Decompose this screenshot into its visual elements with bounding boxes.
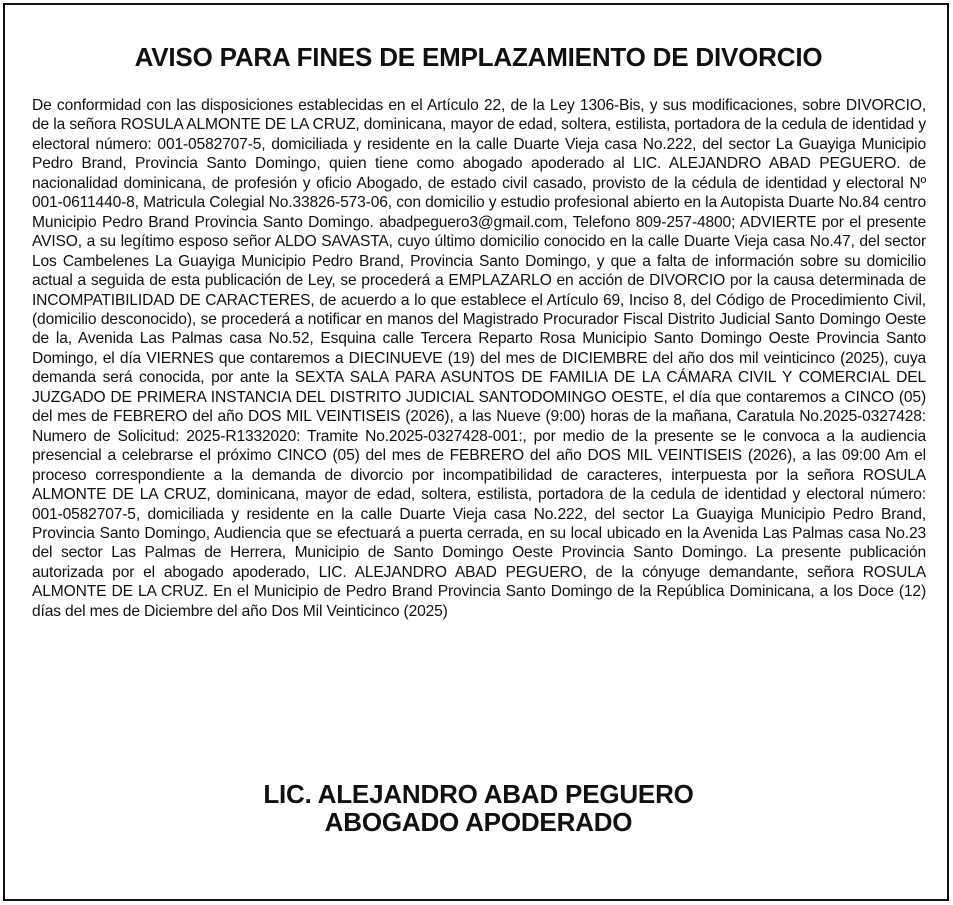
notice-frame	[3, 3, 949, 901]
notice-body-text: De conformidad con las disposiciones establecidas en el Artículo 22, de la Ley 1306-Bis, y sus modificaciones, sobre DIVORCIO, de la señora ROSULA ALMONTE DE LA CRUZ, dominicana, mayor de edad, soltera, estilista, portadora de la cedula de identidad y electoral número: 001-0582707-5, domiciliada y residente en la calle Duarte Vieja casa No.222, del sector La Guayiga Municipio Pedro Brand, Provincia Santo Domingo, quien tiene como abogado apoderado al LIC. ALEJANDRO ABAD PEGUERO. de nacionalidad dominicana, de profesión y oficio Abogado, de estado civil casado, provisto de la cédula de identidad y electoral Nº 001-0611440-8, Matricula Colegial No.33826-573-06, con domicilio y estudio profesional abierto en la Autopista Duarte No.84 centro Municipio Pedro Brand Provincia Santo Domingo. abadpeguero3@gmail.com, Telefono 809-257-4800; ADVIERTE por el presente AVISO, a su legítimo esposo señor ALDO SAVASTA, cuyo último domicilio conocido en la calle Duarte Vieja casa No.47, del sector Los Cambelenes La Guayiga Municipio Pedro Brand, Provincia Santo Domingo, y que a falta de información sobre su domicilio actual a seguida de esta publicación de Ley, se procederá a EMPLAZARLO en acción de DIVORCIO por la causa determinada de INCOMPATIBILIDAD DE CARACTERES, de acuerdo a lo que establece el Artículo 69, Inciso 8, del Código de Procedimiento Civil, (domicilio desconocido), se procederá a notificar en manos del Magistrado Procurador Fiscal Distrito Judicial Santo Domingo Oeste de la, Avenida Las Palmas casa No.52, Esquina calle Tercera Reparto Rosa Municipio Santo Domingo Oeste Provincia Santo Domingo, el día VIERNES que contaremos a DIECINUEVE (19) del mes de DICIEMBRE del año dos mil veinticinco (2025), cuya demanda será conocida, por ante la SEXTA SALA PARA ASUNTOS DE FAMILIA DE LA CÁMARA CIVIL Y COMERCIAL DEL JUZGADO DE PRIMERA INSTANCIA DEL DISTRITO JUDICIAL SANTODOMINGO OESTE, el día que contaremos a CINCO (05) del mes de FEBRERO del año DOS MIL VEINTISEIS (2026), a las Nueve (9:00) horas de la mañana, Caratula No.2025-0327428: Numero de Solicitud: 2025-R1332020: Tramite No.2025-0327428-001:, por medio de la presente se le convoca a la audiencia presencial a celebrarse el próximo CINCO (05) del mes de FEBRERO del año DOS MIL VEINTISEIS (2026), a las 09:00 Am el proceso correspondiente a la demanda de divorcio por incompatibilidad de caracteres, interpuesta por la señora ROSULA ALMONTE DE LA CRUZ, dominicana, mayor de edad, soltera, estilista, portadora de la cedula de identidad y electoral número: 001-0582707-5, domiciliada y residente en la calle Duarte Vieja casa No.222, del sector La Guayiga Municipio Pedro Brand, Provincia Santo Domingo, Audiencia que se efectuará a puerta cerrada, en su local ubicado en la Avenida Las Palmas casa No.23 del sector Las Palmas de Herrera, Municipio de Santo Domingo Oeste Provincia Santo Domingo. La presente publicación autorizada por el abogado apoderado, LIC. ALEJANDRO ABAD PEGUERO, de la cónyuge demandante, señora ROSULA ALMONTE DE LA CRUZ. En el Municipio de Pedro Brand Provincia Santo Domingo de la República Dominicana, a los Doce (12) días del mes de Diciembre del año Dos Mil Veinticinco (2025)	[32, 97, 926, 620]
signature-name: LIC. ALEJANDRO ABAD PEGUERO	[263, 779, 694, 809]
signature-role: ABOGADO APODERADO	[324, 807, 633, 837]
signature-block	[5, 780, 952, 836]
notice-title: AVISO PARA FINES DE EMPLAZAMIENTO DE DIVORCIO	[134, 42, 823, 72]
